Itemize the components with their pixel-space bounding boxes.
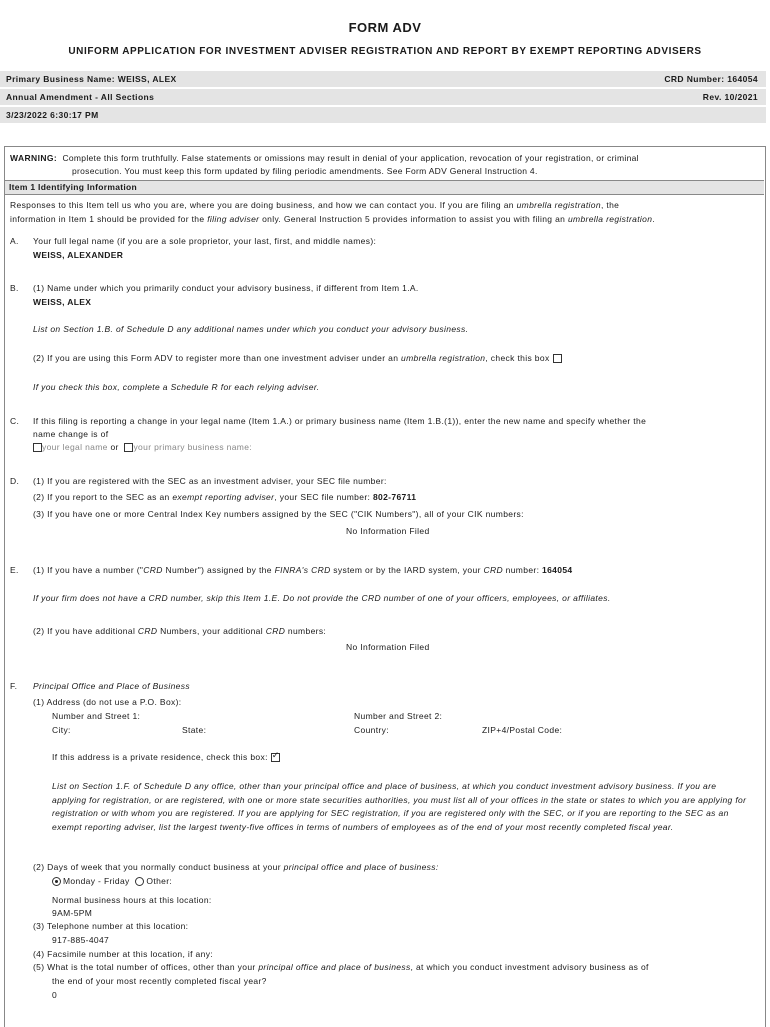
item-c-question-2: name change is of [33, 429, 109, 439]
item-d-letter: D. [10, 476, 20, 486]
legal-name-change-checkbox[interactable] [33, 443, 42, 452]
zip-label: ZIP+4/Postal Code: [482, 725, 563, 735]
item-b-note-1: List on Section 1.B. of Schedule D any additional names under which you conduct your advisory business. [33, 324, 469, 334]
form-title: FORM ADV [348, 20, 422, 35]
state-label: State: [182, 725, 207, 735]
city-label: City: [52, 725, 71, 735]
item-d1-question: (1) If you are registered with the SEC as an investment adviser, your SEC file number: [33, 476, 387, 486]
item-d2-question: (2) If you report to the SEC as an exempt reporting adviser, your SEC file number: 802-76711 [33, 492, 417, 502]
item-f-note: List on Section 1.F. of Schedule D any office, other than your principal office and place of business, at which you conduct investment advisory business. If you are applying for registration, or are registered, with one or more state securities authorities, you must list all of your offices in the state or states to which you are applying for registration or with whom you are registered. If you are applying for SEC registration, if you are registered only with the SEC, or if you are reporting to the SEC as an exempt reporting adviser, list the largest twenty-five offices in terms of numbers of employees as of the end of your most recently completed fiscal year. [52, 781, 747, 832]
item-a-letter: A. [10, 236, 19, 246]
amendment-type: Annual Amendment - All Sections [6, 92, 155, 102]
private-residence-checkbox[interactable] [271, 753, 280, 762]
item-b-letter: B. [10, 283, 19, 293]
additional-crd-value: No Information Filed [346, 642, 430, 652]
form-revision: Rev. 10/2021 [702, 92, 758, 102]
item-b2-question: (2) If you are using this Form ADV to register more than one investment adviser under an umbrella registration, check this box [33, 353, 562, 363]
header-row-business [0, 71, 766, 87]
item-e-note: If your firm does not have a CRD number, skip this Item 1.E. Do not provide the CRD number of one of your officers, employees, or affiliates. [33, 593, 611, 603]
filing-timestamp: 3/23/2022 6:30:17 PM [6, 110, 99, 120]
business-hours-label: Normal business hours at this location: [52, 895, 212, 905]
primary-business-name: Primary Business Name: WEISS, ALEX [6, 74, 177, 84]
crd-number: CRD Number: 164054 [664, 74, 758, 84]
item-f-heading: Principal Office and Place of Business [33, 681, 190, 691]
item1-title: Item 1 Identifying Information [9, 182, 138, 192]
item-f-letter: F. [10, 681, 18, 691]
header-row-amendment [0, 89, 766, 105]
item-f1-question: (1) Address (do not use a P.O. Box): [33, 697, 182, 707]
telephone-value: 917-885-4047 [52, 935, 110, 945]
other-days-radio[interactable] [135, 877, 144, 886]
warning-line-1: Complete this form truthfully. False statements or omissions may result in denial of your application, revocation of your registration, or criminal [62, 153, 639, 163]
item-c-letter: C. [10, 416, 20, 426]
street1-label: Number and Street 1: [52, 711, 141, 721]
item-c-question-1: If this filing is reporting a change in your legal name (Item 1.A.) or primary business name (Item 1.B.(1)), enter the new name and specify whether the [33, 416, 647, 426]
business-days-options: Monday - Friday Other: [52, 876, 172, 886]
business-hours-value: 9AM-5PM [52, 908, 93, 918]
warning-label: WARNING: [10, 153, 58, 163]
item-f5-question-2: the end of your most recently completed fiscal year? [52, 976, 267, 986]
sec-file-number-value: 802-76711 [372, 492, 417, 502]
item1-section-bar [5, 180, 764, 195]
item-f5-question-1: (5) What is the total number of offices, other than your principal office and place of business, at which you conduct investment advisory business as of [33, 962, 649, 972]
form-subtitle: UNIFORM APPLICATION FOR INVESTMENT ADVISER REGISTRATION AND REPORT BY EXEMPT REPORTING ADVISERS [68, 46, 702, 57]
warning-line-2: prosecution. You must keep this form updated by filing periodic amendments. See Form ADV General Instruction 4. [72, 166, 538, 176]
item-e1-question: (1) If you have a number ("CRD Number") assigned by the FINRA's CRD system or by the IARD system, your CRD number: 164054 [33, 565, 573, 575]
business-name-value: WEISS, ALEX [33, 297, 92, 307]
item-c-options: your legal name or your primary business name: [30, 442, 252, 452]
item1-intro-line-1: Responses to this Item tell us who you are, where you are doing business, and how we can contact you. If you are filing an umbrella registration, the [10, 200, 620, 210]
crd-number-value: 164054 [542, 565, 573, 575]
umbrella-registration-checkbox[interactable] [553, 354, 562, 363]
warning-block [10, 152, 750, 178]
item1-intro-line-2: information in Item 1 should be provided for the filing adviser only. General Instruction 5 provides information to assist you with filing an umbrella registration. [10, 214, 656, 224]
cik-numbers-value: No Information Filed [346, 526, 430, 536]
header-row-timestamp [0, 107, 766, 123]
item-f4-question: (4) Facsimile number at this location, if any: [33, 949, 214, 959]
street2-label: Number and Street 2: [354, 711, 443, 721]
item-e-letter: E. [10, 565, 19, 575]
item-a-question: Your full legal name (if you are a sole proprietor, your last, first, and middle names): [33, 236, 377, 246]
item-d3-question: (3) If you have one or more Central Index Key numbers assigned by the SEC ("CIK Numbers"), all of your CIK numbers: [33, 509, 524, 519]
item-b-note-2: If you check this box, complete a Schedule R for each relying adviser. [33, 382, 320, 392]
monday-friday-radio[interactable] [52, 877, 61, 886]
office-count-value: 0 [52, 990, 58, 1000]
country-label: Country: [354, 725, 389, 735]
legal-name-value: WEISS, ALEXANDER [33, 250, 124, 260]
item-e2-question: (2) If you have additional CRD Numbers, your additional CRD numbers: [33, 626, 327, 636]
business-name-change-checkbox[interactable] [124, 443, 133, 452]
item-b1-question: (1) Name under which you primarily conduct your advisory business, if different from Item 1.A. [33, 283, 419, 293]
item-f2-question: (2) Days of week that you normally conduct business at your principal office and place of business: [33, 862, 439, 872]
private-residence-question: If this address is a private residence, check this box:✓ [52, 752, 280, 762]
item-f3-question: (3) Telephone number at this location: [33, 921, 189, 931]
